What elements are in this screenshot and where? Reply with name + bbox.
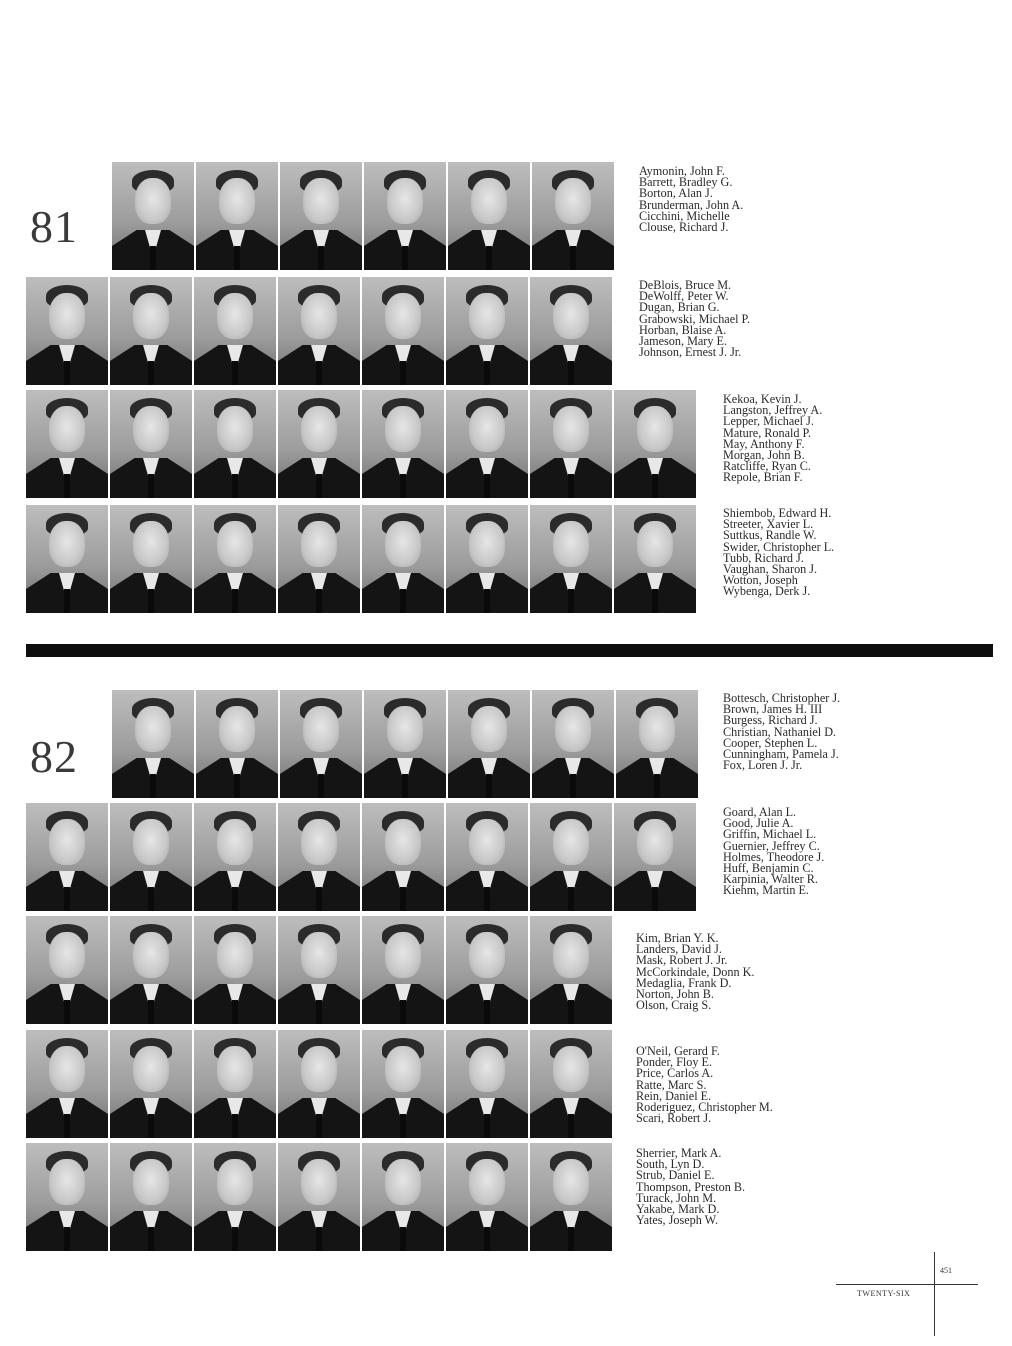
portrait-face — [219, 706, 255, 752]
portrait-tie — [568, 1227, 574, 1251]
student-name: Johnson, Ernest J. Jr. — [639, 345, 742, 360]
portrait-tie — [568, 474, 574, 498]
portrait-face — [469, 1159, 505, 1205]
portrait-face — [133, 1159, 169, 1205]
photo-row — [112, 162, 616, 270]
name-list — [639, 280, 750, 358]
portrait-face — [553, 406, 589, 452]
student-name: Clouse, Richard J. — [639, 220, 729, 235]
student-name: Mask, Robert J. Jr. — [636, 953, 728, 968]
student-name: Cunningham, Pamela J. — [723, 747, 839, 762]
portrait-photo — [26, 1143, 108, 1251]
photo-row — [26, 1143, 614, 1251]
portrait-face — [639, 706, 675, 752]
portrait-face — [301, 819, 337, 865]
portrait-face — [133, 1046, 169, 1092]
portrait-photo — [194, 916, 276, 1024]
portrait-tie — [64, 361, 70, 385]
portrait-tie — [150, 246, 156, 270]
folio-rule-horizontal — [836, 1284, 978, 1285]
portrait-face — [469, 819, 505, 865]
portrait-tie — [232, 1227, 238, 1251]
portrait-tie — [484, 1227, 490, 1251]
portrait-tie — [652, 474, 658, 498]
student-name: Horban, Blaise A. — [639, 322, 727, 337]
portrait-tie — [484, 1114, 490, 1138]
portrait-photo — [280, 162, 362, 270]
portrait-face — [385, 932, 421, 978]
portrait-photo — [26, 916, 108, 1024]
portrait-photo — [530, 277, 612, 385]
portrait-tie — [400, 1000, 406, 1024]
portrait-face — [553, 521, 589, 567]
portrait-photo — [362, 505, 444, 613]
portrait-photo — [194, 1030, 276, 1138]
portrait-photo — [616, 690, 698, 798]
portrait-face — [301, 1046, 337, 1092]
student-name: Brunderman, John A. — [639, 197, 744, 212]
student-name: Tubb, Richard J. — [723, 550, 804, 565]
portrait-face — [385, 819, 421, 865]
student-name: Sherrier, Mark A. — [636, 1146, 722, 1160]
student-name: Dugan, Brian G. — [639, 300, 720, 315]
portrait-photo — [446, 1143, 528, 1251]
portrait-tie — [568, 1000, 574, 1024]
portrait-face — [469, 521, 505, 567]
student-name: Lepper, Michael J. — [723, 414, 814, 429]
portrait-tie — [234, 774, 240, 798]
portrait-face — [49, 406, 85, 452]
student-name: Wybenga, Derk J. — [723, 584, 811, 599]
student-name: Christian, Nathaniel D. — [723, 724, 837, 739]
portrait-face — [637, 819, 673, 865]
student-name: Aymonin, John F. — [639, 164, 725, 178]
portrait-face — [555, 178, 591, 224]
portrait-face — [217, 293, 253, 339]
portrait-tie — [400, 887, 406, 911]
name-list — [723, 508, 834, 598]
student-name: Shiembob, Edward H. — [723, 506, 832, 520]
student-name: Brown, James H. III — [723, 702, 823, 717]
student-name: Goard, Alan L. — [723, 805, 797, 819]
student-name: Turack, John M. — [636, 1190, 717, 1205]
portrait-tie — [148, 1114, 154, 1138]
student-name: Grabowski, Michael P. — [639, 311, 751, 326]
portrait-face — [637, 521, 673, 567]
portrait-face — [303, 178, 339, 224]
portrait-photo — [362, 916, 444, 1024]
portrait-photo — [362, 277, 444, 385]
portrait-face — [133, 819, 169, 865]
portrait-tie — [654, 774, 660, 798]
portrait-face — [135, 178, 171, 224]
student-name: South, Lyn D. — [636, 1157, 705, 1172]
portrait-face — [301, 1159, 337, 1205]
portrait-tie — [652, 589, 658, 613]
portrait-tie — [64, 589, 70, 613]
portrait-photo — [530, 390, 612, 498]
portrait-tie — [400, 1114, 406, 1138]
student-name: May, Anthony F. — [723, 436, 805, 451]
portrait-tie — [402, 774, 408, 798]
student-name: Strub, Daniel E. — [636, 1168, 715, 1183]
portrait-face — [49, 293, 85, 339]
student-name: Repole, Brian F. — [723, 470, 803, 485]
student-name: Roderiguez, Christopher M. — [636, 1100, 773, 1115]
portrait-face — [553, 1046, 589, 1092]
portrait-face — [385, 1159, 421, 1205]
portrait-photo — [278, 916, 360, 1024]
section-divider — [26, 644, 993, 657]
portrait-photo — [278, 390, 360, 498]
portrait-tie — [570, 246, 576, 270]
portrait-tie — [486, 246, 492, 270]
portrait-photo — [530, 916, 612, 1024]
student-name: Borton, Alan J. — [639, 186, 713, 201]
portrait-photo — [26, 803, 108, 911]
portrait-face — [217, 819, 253, 865]
portrait-face — [553, 293, 589, 339]
portrait-photo — [530, 505, 612, 613]
portrait-face — [385, 1046, 421, 1092]
portrait-face — [135, 706, 171, 752]
student-name: Ratte, Marc S. — [636, 1077, 707, 1092]
portrait-photo — [446, 916, 528, 1024]
portrait-face — [385, 521, 421, 567]
photo-row — [26, 803, 698, 911]
student-name: Wotton, Joseph — [723, 573, 798, 588]
portrait-photo — [110, 803, 192, 911]
portrait-photo — [532, 162, 614, 270]
portrait-tie — [148, 361, 154, 385]
student-name: Bottesch, Christopher J. — [723, 691, 841, 705]
student-name: Mature, Ronald P. — [723, 425, 812, 440]
portrait-face — [301, 521, 337, 567]
portrait-tie — [316, 1000, 322, 1024]
portrait-tie — [232, 887, 238, 911]
name-list — [636, 1148, 745, 1226]
portrait-photo — [446, 1030, 528, 1138]
student-name: Guernier, Jeffrey C. — [723, 838, 820, 853]
portrait-face — [387, 178, 423, 224]
portrait-photo — [362, 1143, 444, 1251]
portrait-tie — [64, 1227, 70, 1251]
portrait-photo — [194, 803, 276, 911]
portrait-face — [133, 932, 169, 978]
name-list — [636, 1046, 773, 1124]
portrait-tie — [64, 1000, 70, 1024]
portrait-tie — [484, 589, 490, 613]
student-name: Ratcliffe, Ryan C. — [723, 459, 811, 474]
portrait-tie — [318, 246, 324, 270]
portrait-photo — [614, 390, 696, 498]
student-name: Cicchini, Michelle — [639, 208, 730, 223]
portrait-tie — [316, 887, 322, 911]
portrait-tie — [148, 887, 154, 911]
portrait-photo — [532, 690, 614, 798]
portrait-face — [133, 521, 169, 567]
portrait-photo — [446, 803, 528, 911]
student-name: Vaughan, Sharon J. — [723, 562, 818, 577]
portrait-photo — [110, 1030, 192, 1138]
portrait-face — [471, 178, 507, 224]
student-name: DeWolff, Peter W. — [639, 289, 729, 304]
portrait-tie — [232, 361, 238, 385]
page-number: 451 — [940, 1266, 952, 1275]
portrait-tie — [148, 474, 154, 498]
student-name: Medaglia, Frank D. — [636, 975, 732, 990]
portrait-face — [49, 1159, 85, 1205]
photo-row — [26, 916, 614, 1024]
portrait-tie — [148, 589, 154, 613]
portrait-face — [469, 406, 505, 452]
portrait-photo — [278, 505, 360, 613]
portrait-photo — [110, 916, 192, 1024]
section-label: TWENTY-SIX — [857, 1289, 911, 1298]
portrait-photo — [110, 277, 192, 385]
portrait-face — [217, 932, 253, 978]
portrait-face — [637, 406, 673, 452]
portrait-face — [469, 932, 505, 978]
portrait-photo — [362, 390, 444, 498]
portrait-photo — [614, 803, 696, 911]
portrait-photo — [196, 690, 278, 798]
portrait-photo — [194, 505, 276, 613]
portrait-tie — [64, 1114, 70, 1138]
student-name: Barrett, Bradley G. — [639, 175, 733, 190]
portrait-face — [217, 1046, 253, 1092]
portrait-tie — [64, 474, 70, 498]
student-name: Streeter, Xavier L. — [723, 517, 814, 532]
portrait-tie — [400, 589, 406, 613]
portrait-photo — [110, 1143, 192, 1251]
student-name: Cooper, Stephen L. — [723, 735, 818, 750]
portrait-tie — [148, 1227, 154, 1251]
portrait-tie — [232, 1000, 238, 1024]
portrait-tie — [400, 474, 406, 498]
portrait-photo — [362, 1030, 444, 1138]
portrait-tie — [318, 774, 324, 798]
portrait-face — [133, 406, 169, 452]
student-name: Karpinia, Walter R. — [723, 872, 818, 887]
name-list — [639, 166, 743, 233]
portrait-tie — [402, 246, 408, 270]
portrait-face — [49, 819, 85, 865]
student-name: Olson, Craig S. — [636, 998, 712, 1013]
student-name: Swider, Christopher L. — [723, 539, 835, 554]
name-list — [723, 394, 822, 484]
portrait-tie — [484, 361, 490, 385]
portrait-photo — [362, 803, 444, 911]
student-name: Langston, Jeffrey A. — [723, 403, 823, 418]
portrait-face — [385, 293, 421, 339]
portrait-tie — [232, 589, 238, 613]
portrait-face — [301, 406, 337, 452]
portrait-tie — [400, 1227, 406, 1251]
student-name: O'Neil, Gerard F. — [636, 1044, 720, 1058]
portrait-tie — [484, 887, 490, 911]
portrait-face — [49, 1046, 85, 1092]
portrait-photo — [278, 803, 360, 911]
portrait-tie — [316, 1114, 322, 1138]
student-name: Kiehm, Martin E. — [723, 883, 809, 898]
portrait-face — [133, 293, 169, 339]
student-name: Yates, Joseph W. — [636, 1213, 719, 1228]
portrait-tie — [150, 774, 156, 798]
student-name: Suttkus, Randle W. — [723, 528, 817, 543]
portrait-face — [217, 406, 253, 452]
portrait-photo — [26, 505, 108, 613]
portrait-face — [301, 932, 337, 978]
portrait-tie — [568, 589, 574, 613]
portrait-face — [219, 178, 255, 224]
student-name: Yakabe, Mark D. — [636, 1202, 720, 1217]
portrait-photo — [530, 803, 612, 911]
student-name: Thompson, Preston B. — [636, 1179, 746, 1194]
portrait-photo — [280, 690, 362, 798]
portrait-tie — [484, 1000, 490, 1024]
student-name: Rein, Daniel E. — [636, 1088, 712, 1103]
portrait-photo — [614, 505, 696, 613]
portrait-photo — [364, 162, 446, 270]
portrait-photo — [112, 690, 194, 798]
portrait-photo — [194, 1143, 276, 1251]
student-name: Morgan, John B. — [723, 448, 805, 463]
portrait-face — [469, 1046, 505, 1092]
student-name: Fox, Loren J. Jr. — [723, 758, 803, 773]
portrait-face — [217, 521, 253, 567]
student-name: DeBlois, Bruce M. — [639, 278, 732, 292]
student-name: Norton, John B. — [636, 987, 714, 1002]
portrait-tie — [484, 474, 490, 498]
portrait-face — [553, 932, 589, 978]
portrait-face — [387, 706, 423, 752]
portrait-tie — [400, 361, 406, 385]
student-name: Holmes, Theodore J. — [723, 849, 825, 864]
portrait-face — [469, 293, 505, 339]
student-name: Huff, Benjamin C. — [723, 861, 814, 876]
name-list — [723, 807, 824, 897]
student-name: Ponder, Floy E. — [636, 1055, 713, 1070]
portrait-tie — [316, 474, 322, 498]
portrait-photo — [530, 1030, 612, 1138]
photo-row — [26, 505, 698, 613]
photo-row — [26, 277, 614, 385]
portrait-face — [385, 406, 421, 452]
portrait-face — [49, 521, 85, 567]
portrait-photo — [196, 162, 278, 270]
portrait-face — [471, 706, 507, 752]
portrait-photo — [26, 1030, 108, 1138]
portrait-tie — [64, 887, 70, 911]
portrait-photo — [446, 277, 528, 385]
portrait-tie — [486, 774, 492, 798]
student-name: Griffin, Michael L. — [723, 827, 817, 842]
portrait-tie — [232, 1114, 238, 1138]
year-label-81: 81 — [30, 201, 78, 252]
name-list — [723, 693, 840, 771]
name-list — [636, 933, 754, 1011]
portrait-photo — [364, 690, 446, 798]
portrait-photo — [194, 277, 276, 385]
portrait-photo — [110, 505, 192, 613]
student-name: Kim, Brian Y. K. — [636, 931, 719, 945]
portrait-tie — [232, 474, 238, 498]
portrait-photo — [530, 1143, 612, 1251]
portrait-photo — [278, 277, 360, 385]
portrait-face — [303, 706, 339, 752]
year-label-82: 82 — [30, 731, 78, 782]
student-name: Price, Carlos A. — [636, 1066, 714, 1081]
portrait-tie — [570, 774, 576, 798]
portrait-tie — [568, 887, 574, 911]
portrait-face — [49, 932, 85, 978]
photo-row — [112, 690, 700, 798]
student-name: Burgess, Richard J. — [723, 713, 818, 728]
portrait-photo — [448, 162, 530, 270]
portrait-photo — [26, 390, 108, 498]
portrait-face — [553, 1159, 589, 1205]
portrait-photo — [446, 505, 528, 613]
folio-rule-vertical — [934, 1252, 935, 1336]
portrait-photo — [278, 1030, 360, 1138]
portrait-face — [555, 706, 591, 752]
portrait-tie — [568, 361, 574, 385]
portrait-photo — [194, 390, 276, 498]
student-name: Jameson, Mary E. — [639, 334, 728, 349]
portrait-photo — [448, 690, 530, 798]
photo-row — [26, 390, 698, 498]
portrait-tie — [568, 1114, 574, 1138]
portrait-tie — [316, 1227, 322, 1251]
portrait-photo — [446, 390, 528, 498]
portrait-face — [301, 293, 337, 339]
student-name: Landers, David J. — [636, 942, 722, 957]
portrait-tie — [148, 1000, 154, 1024]
portrait-face — [217, 1159, 253, 1205]
portrait-photo — [110, 390, 192, 498]
portrait-tie — [316, 361, 322, 385]
portrait-photo — [112, 162, 194, 270]
portrait-photo — [26, 277, 108, 385]
portrait-photo — [278, 1143, 360, 1251]
student-name: Scari, Robert J. — [636, 1111, 712, 1126]
portrait-tie — [652, 887, 658, 911]
student-name: McCorkindale, Donn K. — [636, 964, 755, 979]
student-name: Kekoa, Kevin J. — [723, 392, 802, 406]
portrait-tie — [316, 589, 322, 613]
portrait-face — [553, 819, 589, 865]
photo-row — [26, 1030, 614, 1138]
student-name: Good, Julie A. — [723, 816, 794, 831]
portrait-tie — [234, 246, 240, 270]
